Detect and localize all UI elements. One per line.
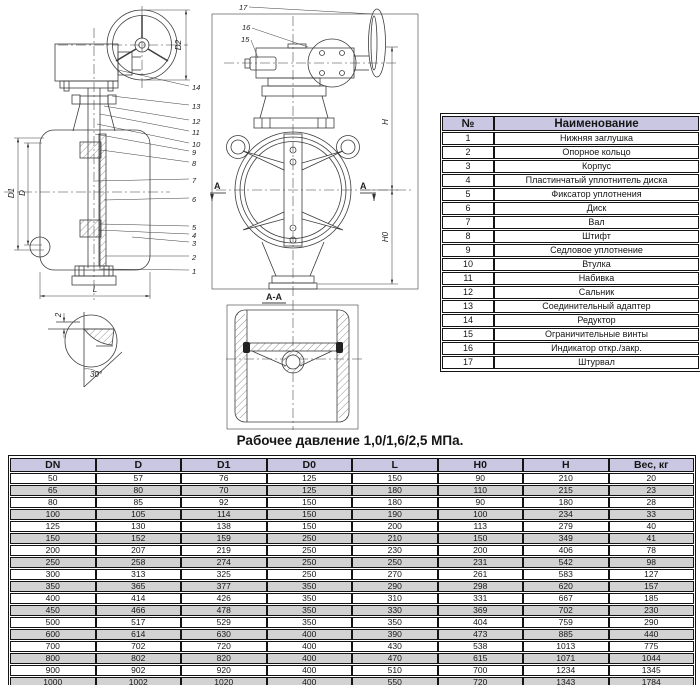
section-view <box>227 303 358 429</box>
table-cell: 6 <box>442 202 494 215</box>
handwheel-front <box>369 9 386 77</box>
section-title: А-А <box>266 292 282 302</box>
table-cell: 466 <box>96 605 182 616</box>
front-callout-15: 15 <box>241 35 250 44</box>
table-cell: 180 <box>352 497 438 508</box>
column-header: D1 <box>181 458 267 472</box>
table-cell: Фиксатор уплотнения <box>494 188 699 201</box>
side-callout-4: 4 <box>192 231 197 240</box>
table-row <box>442 286 699 299</box>
valve-body-side <box>30 130 150 285</box>
table-cell: 250 <box>267 545 353 556</box>
table-cell: 125 <box>10 521 96 532</box>
table-cell: 250 <box>267 569 353 580</box>
table-cell: 406 <box>523 545 609 556</box>
table-cell: 350 <box>267 617 353 628</box>
table-cell: 234 <box>523 509 609 520</box>
table-row <box>442 328 699 341</box>
table-cell: 902 <box>96 665 182 676</box>
table-cell: 270 <box>352 569 438 580</box>
table-row <box>442 188 699 201</box>
column-header: DN <box>10 458 96 472</box>
table-cell: 350 <box>352 617 438 628</box>
table-cell: Соединительный адаптер <box>494 300 699 313</box>
table-cell: 12 <box>442 286 494 299</box>
dimensions-table <box>10 457 694 685</box>
table-cell: 80 <box>10 497 96 508</box>
dim-label-l: L <box>92 285 98 294</box>
table-cell: 473 <box>438 629 524 640</box>
table-cell: Втулка <box>494 258 699 271</box>
table-cell: 400 <box>267 629 353 640</box>
table-cell: 400 <box>267 641 353 652</box>
table-cell: 369 <box>438 605 524 616</box>
table-cell: 1044 <box>609 653 695 664</box>
column-header: Вес, кг <box>609 458 695 472</box>
table-cell: 2 <box>442 146 494 159</box>
table-cell: 313 <box>96 569 182 580</box>
table-cell: 5 <box>442 188 494 201</box>
table-cell: 400 <box>10 593 96 604</box>
table-cell: 8 <box>442 230 494 243</box>
side-callout-7: 7 <box>192 176 197 185</box>
table-row <box>442 230 699 243</box>
side-callout-13: 13 <box>192 102 201 111</box>
table-row <box>442 202 699 215</box>
table-cell: 450 <box>10 605 96 616</box>
table-row <box>10 665 694 676</box>
column-header: L <box>352 458 438 472</box>
parts-table-header-row <box>442 116 699 131</box>
table-row <box>442 146 699 159</box>
table-row <box>442 356 699 369</box>
table-row <box>10 557 694 568</box>
column-header: Наименование <box>494 116 699 131</box>
table-cell: 900 <box>10 665 96 676</box>
table-cell: 127 <box>609 569 695 580</box>
table-cell: 261 <box>438 569 524 580</box>
table-cell: 159 <box>181 533 267 544</box>
table-cell: 13 <box>442 300 494 313</box>
table-cell: 10 <box>442 258 494 271</box>
table-cell: 400 <box>267 677 353 685</box>
table-cell: 775 <box>609 641 695 652</box>
table-cell: Нижняя заглушка <box>494 132 699 145</box>
table-row <box>10 473 694 484</box>
table-cell: Вал <box>494 216 699 229</box>
table-cell: 70 <box>181 485 267 496</box>
column-header: D0 <box>267 458 353 472</box>
table-cell: 76 <box>181 473 267 484</box>
table-cell: 390 <box>352 629 438 640</box>
table-cell: 350 <box>267 605 353 616</box>
table-row <box>10 521 694 532</box>
dim-label-d: D <box>18 190 27 196</box>
column-header: D <box>96 458 182 472</box>
column-header: H0 <box>438 458 524 472</box>
table-cell: 702 <box>96 641 182 652</box>
table-cell: 250 <box>352 557 438 568</box>
table-cell: 11 <box>442 272 494 285</box>
table-cell: 885 <box>523 629 609 640</box>
table-row <box>10 581 694 592</box>
side-callout-2: 2 <box>192 253 197 262</box>
table-cell: 1345 <box>609 665 695 676</box>
table-cell: 20 <box>609 473 695 484</box>
table-cell: Пластинчатый уплотнитель диска <box>494 174 699 187</box>
table-cell: 50 <box>10 473 96 484</box>
table-cell: 630 <box>181 629 267 640</box>
table-cell: 517 <box>96 617 182 628</box>
table-cell: 210 <box>352 533 438 544</box>
table-cell: 440 <box>609 629 695 640</box>
table-cell: 9 <box>442 244 494 257</box>
table-cell: Опорное кольцо <box>494 146 699 159</box>
table-cell: 349 <box>523 533 609 544</box>
centerlines <box>4 6 414 430</box>
side-callout-9: 9 <box>192 148 197 157</box>
side-callout-14: 14 <box>192 83 201 92</box>
table-cell: 185 <box>609 593 695 604</box>
table-cell: 1020 <box>181 677 267 685</box>
table-cell: 230 <box>352 545 438 556</box>
dimensions-table-header-row <box>10 458 694 472</box>
table-cell: 470 <box>352 653 438 664</box>
table-cell: 125 <box>267 473 353 484</box>
table-cell: 1002 <box>96 677 182 685</box>
table-cell: 600 <box>10 629 96 640</box>
table-cell: 200 <box>352 521 438 532</box>
table-cell: 90 <box>438 473 524 484</box>
table-cell: 1784 <box>609 677 695 685</box>
table-cell: 40 <box>609 521 695 532</box>
table-cell: 180 <box>352 485 438 496</box>
side-callout-1: 1 <box>192 267 197 276</box>
table-cell: 92 <box>181 497 267 508</box>
parts-table-container <box>440 113 700 372</box>
table-cell: 759 <box>523 617 609 628</box>
table-cell: 200 <box>438 545 524 556</box>
dim-label-h: H <box>381 119 390 125</box>
side-callout-3: 3 <box>192 239 197 248</box>
table-row <box>10 509 694 520</box>
table-cell: 500 <box>10 617 96 628</box>
table-cell: 1071 <box>523 653 609 664</box>
table-cell: 1013 <box>523 641 609 652</box>
table-cell: 150 <box>267 521 353 532</box>
table-cell: 219 <box>181 545 267 556</box>
table-cell: 700 <box>438 665 524 676</box>
table-cell: Набивка <box>494 272 699 285</box>
table-cell: 298 <box>438 581 524 592</box>
table-row <box>442 258 699 271</box>
parts-table <box>442 115 699 370</box>
side-callout-leaders <box>95 70 189 270</box>
front-callout-17: 17 <box>239 3 248 12</box>
table-cell: 28 <box>609 497 695 508</box>
table-cell: 300 <box>10 569 96 580</box>
table-row <box>10 605 694 616</box>
column-header: № <box>442 116 494 131</box>
table-cell: 90 <box>438 497 524 508</box>
detail-angle-label: 30° <box>90 370 103 379</box>
table-cell: Штифт <box>494 230 699 243</box>
table-row <box>10 497 694 508</box>
table-cell: 41 <box>609 533 695 544</box>
table-row <box>10 641 694 652</box>
gearbox-side <box>55 44 141 91</box>
side-callout-11: 11 <box>192 128 200 137</box>
table-cell: 426 <box>181 593 267 604</box>
table-cell: 113 <box>438 521 524 532</box>
table-cell: 820 <box>181 653 267 664</box>
table-cell: 65 <box>10 485 96 496</box>
table-cell: 98 <box>609 557 695 568</box>
side-callout-12: 12 <box>192 117 201 126</box>
table-cell: 33 <box>609 509 695 520</box>
table-cell: 85 <box>96 497 182 508</box>
side-view <box>14 10 190 299</box>
table-cell: 583 <box>523 569 609 580</box>
table-cell: 16 <box>442 342 494 355</box>
side-callout-8: 8 <box>192 159 197 168</box>
column-header: H <box>523 458 609 472</box>
table-cell: 414 <box>96 593 182 604</box>
table-cell: 720 <box>181 641 267 652</box>
table-cell: 152 <box>96 533 182 544</box>
table-cell: 130 <box>96 521 182 532</box>
table-cell: 200 <box>10 545 96 556</box>
section-mark-left: А <box>214 181 221 191</box>
table-cell: 720 <box>438 677 524 685</box>
table-row <box>442 272 699 285</box>
table-row <box>442 160 699 173</box>
table-row <box>10 629 694 640</box>
table-cell: 57 <box>96 473 182 484</box>
table-cell: 802 <box>96 653 182 664</box>
table-cell: 1343 <box>523 677 609 685</box>
table-cell: 23 <box>609 485 695 496</box>
table-cell: 180 <box>523 497 609 508</box>
table-row <box>10 533 694 544</box>
table-cell: 279 <box>523 521 609 532</box>
dimensions-table-container <box>8 455 696 685</box>
table-cell: 110 <box>438 485 524 496</box>
table-cell: 377 <box>181 581 267 592</box>
table-cell: 290 <box>609 617 695 628</box>
table-cell: 400 <box>267 653 353 664</box>
table-cell: 138 <box>181 521 267 532</box>
table-cell: 510 <box>352 665 438 676</box>
table-cell: 365 <box>96 581 182 592</box>
table-cell: 350 <box>10 581 96 592</box>
table-cell: 404 <box>438 617 524 628</box>
table-row <box>10 617 694 628</box>
table-cell: 105 <box>96 509 182 520</box>
table-cell: 350 <box>267 593 353 604</box>
table-cell: 430 <box>352 641 438 652</box>
table-cell: 250 <box>10 557 96 568</box>
detail-view <box>48 312 122 387</box>
dim-label-h0: H0 <box>381 231 390 243</box>
table-cell: 331 <box>438 593 524 604</box>
table-cell: Сальник <box>494 286 699 299</box>
table-cell: Редуктор <box>494 314 699 327</box>
table-cell: 667 <box>523 593 609 604</box>
table-row <box>442 314 699 327</box>
table-cell: 550 <box>352 677 438 685</box>
table-cell: Штурвал <box>494 356 699 369</box>
table-cell: 274 <box>181 557 267 568</box>
table-cell: 4 <box>442 174 494 187</box>
table-cell: 400 <box>267 665 353 676</box>
table-cell: 3 <box>442 160 494 173</box>
side-callout-6: 6 <box>192 195 197 204</box>
table-row <box>10 545 694 556</box>
dim-label-d1: D1 <box>7 187 16 199</box>
table-cell: 920 <box>181 665 267 676</box>
table-row <box>442 342 699 355</box>
table-cell: 700 <box>10 641 96 652</box>
table-row <box>10 569 694 580</box>
table-cell: 350 <box>267 581 353 592</box>
table-cell: 150 <box>10 533 96 544</box>
table-row <box>442 174 699 187</box>
table-cell: 125 <box>267 485 353 496</box>
front-view <box>210 7 418 289</box>
table-cell: 230 <box>609 605 695 616</box>
section-mark-right: А <box>360 181 367 191</box>
table-cell: 150 <box>438 533 524 544</box>
table-cell: 310 <box>352 593 438 604</box>
table-cell: 114 <box>181 509 267 520</box>
table-cell: 210 <box>523 473 609 484</box>
table-cell: 529 <box>181 617 267 628</box>
table-cell: 150 <box>267 509 353 520</box>
table-cell: 78 <box>609 545 695 556</box>
table-row <box>10 653 694 664</box>
table-cell: 1000 <box>10 677 96 685</box>
table-cell: 614 <box>96 629 182 640</box>
table-cell: Ограничительные винты <box>494 328 699 341</box>
table-cell: 1234 <box>523 665 609 676</box>
table-cell: 157 <box>609 581 695 592</box>
table-cell: 620 <box>523 581 609 592</box>
side-callout-10: 10 <box>192 140 201 149</box>
table-row <box>442 300 699 313</box>
table-cell: 80 <box>96 485 182 496</box>
table-cell: 17 <box>442 356 494 369</box>
side-callout-5: 5 <box>192 223 197 232</box>
table-cell: 538 <box>438 641 524 652</box>
table-cell: 290 <box>352 581 438 592</box>
parts-table-body <box>442 132 699 369</box>
table-cell: 215 <box>523 485 609 496</box>
table-cell: 231 <box>438 557 524 568</box>
table-cell: 542 <box>523 557 609 568</box>
table-cell: 250 <box>267 557 353 568</box>
table-cell: 478 <box>181 605 267 616</box>
detail-dim-label: 2 <box>54 312 63 318</box>
dim-h-h0 <box>318 47 398 284</box>
table-cell: 330 <box>352 605 438 616</box>
table-cell: 325 <box>181 569 267 580</box>
table-cell: Индикатор откр./закр. <box>494 342 699 355</box>
table-cell: 150 <box>352 473 438 484</box>
table-row <box>442 244 699 257</box>
table-row <box>10 485 694 496</box>
table-row <box>442 132 699 145</box>
table-cell: Седловое уплотнение <box>494 244 699 257</box>
drawing-linework <box>4 6 418 430</box>
table-row <box>10 677 694 685</box>
dim-label-d2: D2 <box>174 39 183 51</box>
table-cell: 100 <box>438 509 524 520</box>
table-cell: 615 <box>438 653 524 664</box>
dimensions-table-body <box>10 473 694 685</box>
table-cell: 800 <box>10 653 96 664</box>
front-callout-16: 16 <box>242 23 251 32</box>
table-cell: 207 <box>96 545 182 556</box>
table-cell: Диск <box>494 202 699 215</box>
table-cell: 250 <box>267 533 353 544</box>
table-cell: 190 <box>352 509 438 520</box>
table-cell: 7 <box>442 216 494 229</box>
table-cell: 702 <box>523 605 609 616</box>
table-cell: 100 <box>10 509 96 520</box>
table-row <box>10 593 694 604</box>
table-cell: Корпус <box>494 160 699 173</box>
table-row <box>442 216 699 229</box>
open-close-indicator <box>250 57 276 70</box>
table-cell: 258 <box>96 557 182 568</box>
table-cell: 150 <box>267 497 353 508</box>
pressure-title: Рабочее давление 1,0/1,6/2,5 МПа. <box>236 433 464 448</box>
table-cell: 15 <box>442 328 494 341</box>
table-cell: 1 <box>442 132 494 145</box>
neck-front <box>254 78 334 128</box>
table-cell: 14 <box>442 314 494 327</box>
